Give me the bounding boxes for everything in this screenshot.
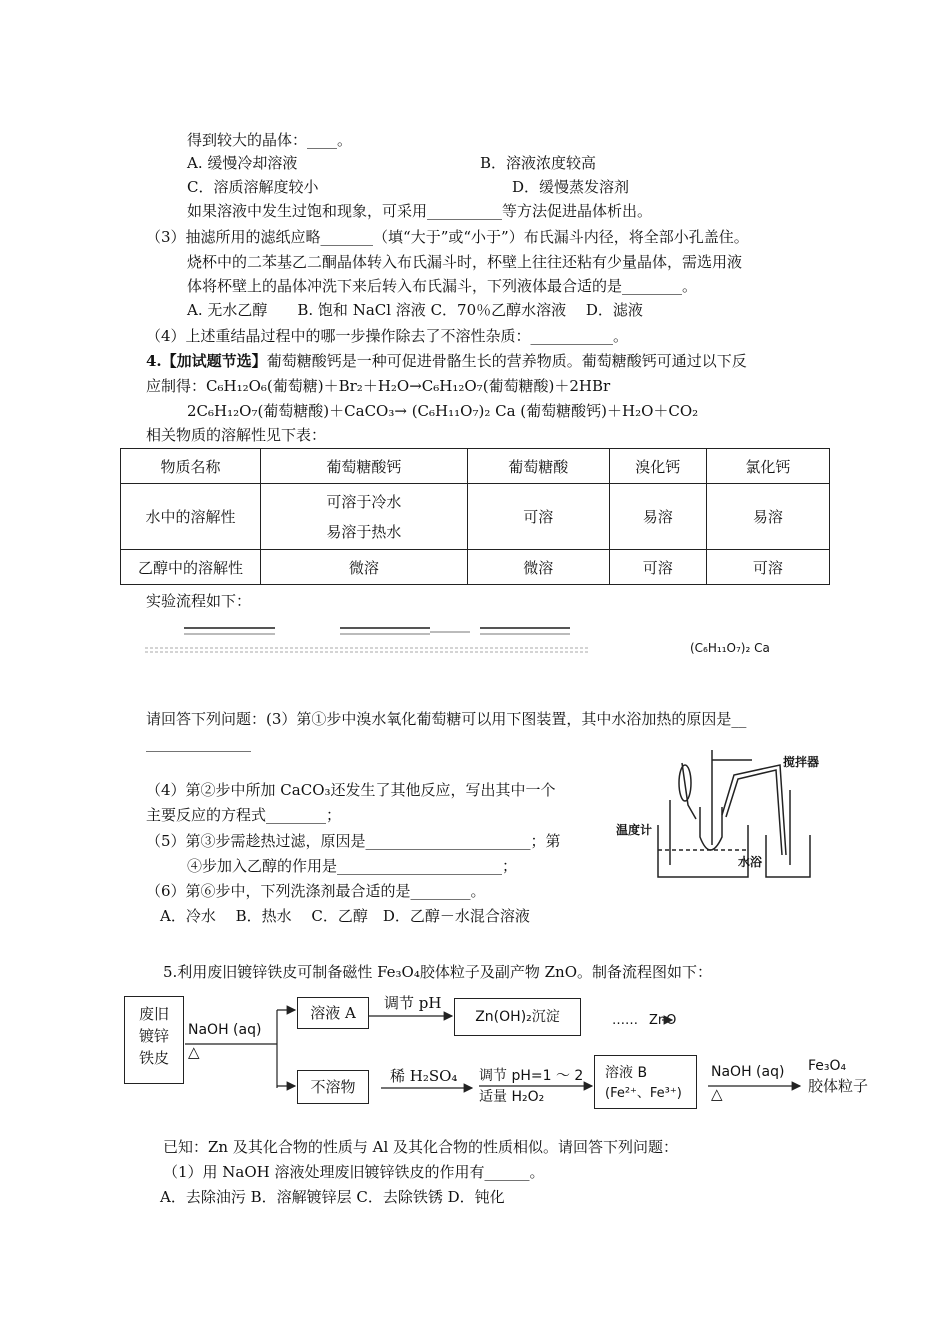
flow-zno-label: ZnO [649,1013,677,1028]
q4-table-intro: 相关物质的溶解性见下表： [146,426,327,444]
apparatus-waterbath-label: 水浴 [738,855,763,869]
table-header: 葡萄糖酸 [467,449,609,484]
q3-part3-options: A. 无水乙醇 B. 饱和 NaCl 溶液 C．70％乙醇水溶液 D．滤液 [187,301,643,319]
q3-part3-line2: 烧杯中的二苯基乙二酮晶体转入布氏漏斗时，杯壁上往往还粘有少量晶体，需选用液 [187,253,743,271]
q3-part3-line3: 体将杯壁上的晶体冲洗下来后转入布氏漏斗，下列液体最合适的是________。 [187,277,698,295]
flow-solution-b-line: 溶液 B [605,1065,648,1081]
flow-znoh-box: Zn(OH)₂沉淀 [454,998,581,1036]
flow-solution-b-ions: (Fe²⁺、Fe³⁺) [605,1086,682,1101]
q3-part4: （4）上述重结晶过程中的哪一步操作除去了不溶性杂质：___________。 [146,327,629,345]
q4-q3-line1: 请回答下列问题：(3）第①步中溴水氧化葡萄糖可以用下图装置，其中水浴加热的原因是__ [146,710,747,728]
table-cell-line: 可溶于冷水 [326,492,402,511]
flow-start-line: 废旧 [138,1005,169,1023]
q5-q1-blank: ______ [484,1163,530,1181]
q3-supersaturation: 如果溶液中发生过饱和现象，可采用__________等方法促进晶体析出。 [187,202,653,220]
q4-intro-line2: 应制得：C₆H₁₂O₆(葡萄糖)＋Br₂＋H₂O→C₆H₁₂O₇(葡萄糖酸)＋2HBr [146,377,611,395]
flow-insoluble-box: 不溶物 [297,1070,369,1104]
q3-option-a: A. 缓慢冷却溶液 [187,154,298,172]
q4-q6-options: A．冷水 B．热水 C．乙醇 D．乙醇－水混合溶液 [160,907,530,925]
q4-q6-line1: （6）第⑥步中，下列洗涤剂最合适的是________。 [146,882,486,900]
table-cell: 易溶 [609,484,706,550]
q4-q4-line1: （4）第②步中所加 CaCO₃还发生了其他反应，写出其中一个 [146,781,556,799]
flow-heat2-label: △ [711,1085,723,1103]
flow-start-line: 镀锌 [138,1027,169,1045]
q3-line1: 得到较大的晶体：____。 [187,131,353,149]
q3-part3-line1: （3）抽滤所用的滤纸应略_______（填“大于”或“小于”）布氏漏斗内径，将全部小孔盖住。 [146,228,749,246]
q4-q4-line2: 主要反应的方程式________； [146,806,342,824]
q5-q1-end: 。 [529,1163,545,1181]
q3-option-d: D．缓慢蒸发溶剂 [512,178,630,196]
flow-dilute-acid-label: 稀 H₂SO₄ [390,1067,458,1085]
q4-q5-line1: （5）第③步需趁热过滤，原因是______________________；第 [146,832,561,850]
table-cell-line: 易溶于热水 [326,522,402,541]
q3-option-b: B．溶液浓度较高 [480,154,597,172]
q4-flow-intro: 实验流程如下： [146,592,252,610]
table-header: 氯化钙 [706,449,829,484]
table-cell: 水中的溶解性 [121,484,261,550]
table-cell: 可溶 [706,550,829,585]
flow-colloid-label: 胶体粒子 [808,1077,869,1095]
q5-known: 已知：Zn 及其化合物的性质与 Al 及其化合物的性质相似。请回答下列问题： [163,1138,679,1156]
q4-intro-text: 葡萄糖酸钙是一种可促进骨骼生长的营养物质。葡萄糖酸钙可通过以下反 [266,352,747,370]
flow-adjust-ph2-label: 调节 pH=1 ～ 2 [479,1068,584,1084]
table-cell: 可溶 [467,484,609,550]
apparatus-stirrer-label: 搅拌器 [783,755,820,769]
table-cell: 乙醇中的溶解性 [121,550,261,585]
q4-tag: 【加试题节选】 [161,352,267,370]
q4-number: 4. [146,352,162,370]
table-header: 葡萄糖酸钙 [260,449,467,484]
q5-q1-text: （1）用 NaOH 溶液处理废旧镀锌铁皮的作用有 [163,1163,485,1181]
flow-naoh2-label: NaOH (aq) [711,1064,785,1080]
flow-adjust-ph-label: 调节 pH [384,994,442,1012]
table-cell: 微溶 [260,550,467,585]
flow-solution-a-box: 溶液 A [297,997,369,1029]
flow-naoh-label: NaOH (aq) [188,1022,262,1038]
flow-product: (C₆H₁₁O₇)₂ Ca [690,641,770,655]
table-header: 物质名称 [121,449,261,484]
flow-h2o2-label: 适量 H₂O₂ [479,1089,545,1105]
flow-start-line: 铁皮 [138,1049,169,1067]
table-cell: 微溶 [467,550,609,585]
table-header: 溴化钙 [609,449,706,484]
q4-equation2: 2C₆H₁₂O₇(葡萄糖酸)＋CaCO₃→ (C₆H₁₁O₇)₂ Ca (葡萄糖酸钙)＋H₂O＋CO₂ [187,402,699,420]
q5-q1-options: A．去除油污 B．溶解镀锌层 C．去除铁锈 D．钝化 [160,1188,505,1206]
apparatus-thermometer-label: 温度计 [616,823,653,837]
flow-fe3o4-label: Fe₃O₄ [808,1058,847,1074]
q3-option-c: C．溶质溶解度较小 [187,178,319,196]
table-cell: 易溶 [706,484,829,550]
q4-q3-line2: ______________ [146,734,251,752]
flow-heat-label: △ [188,1043,200,1061]
table-cell: 可溶 [609,550,706,585]
flow-dots: …… [612,1013,638,1028]
q4-q5-line2: ④步加入乙醇的作用是______________________； [187,857,518,875]
q5-q1 [163,1162,545,1182]
q5-title: 5.利用废旧镀锌铁皮可制备磁性 Fe₃O₄胶体粒子及副产物 ZnO。制备流程图如下： [163,963,713,981]
